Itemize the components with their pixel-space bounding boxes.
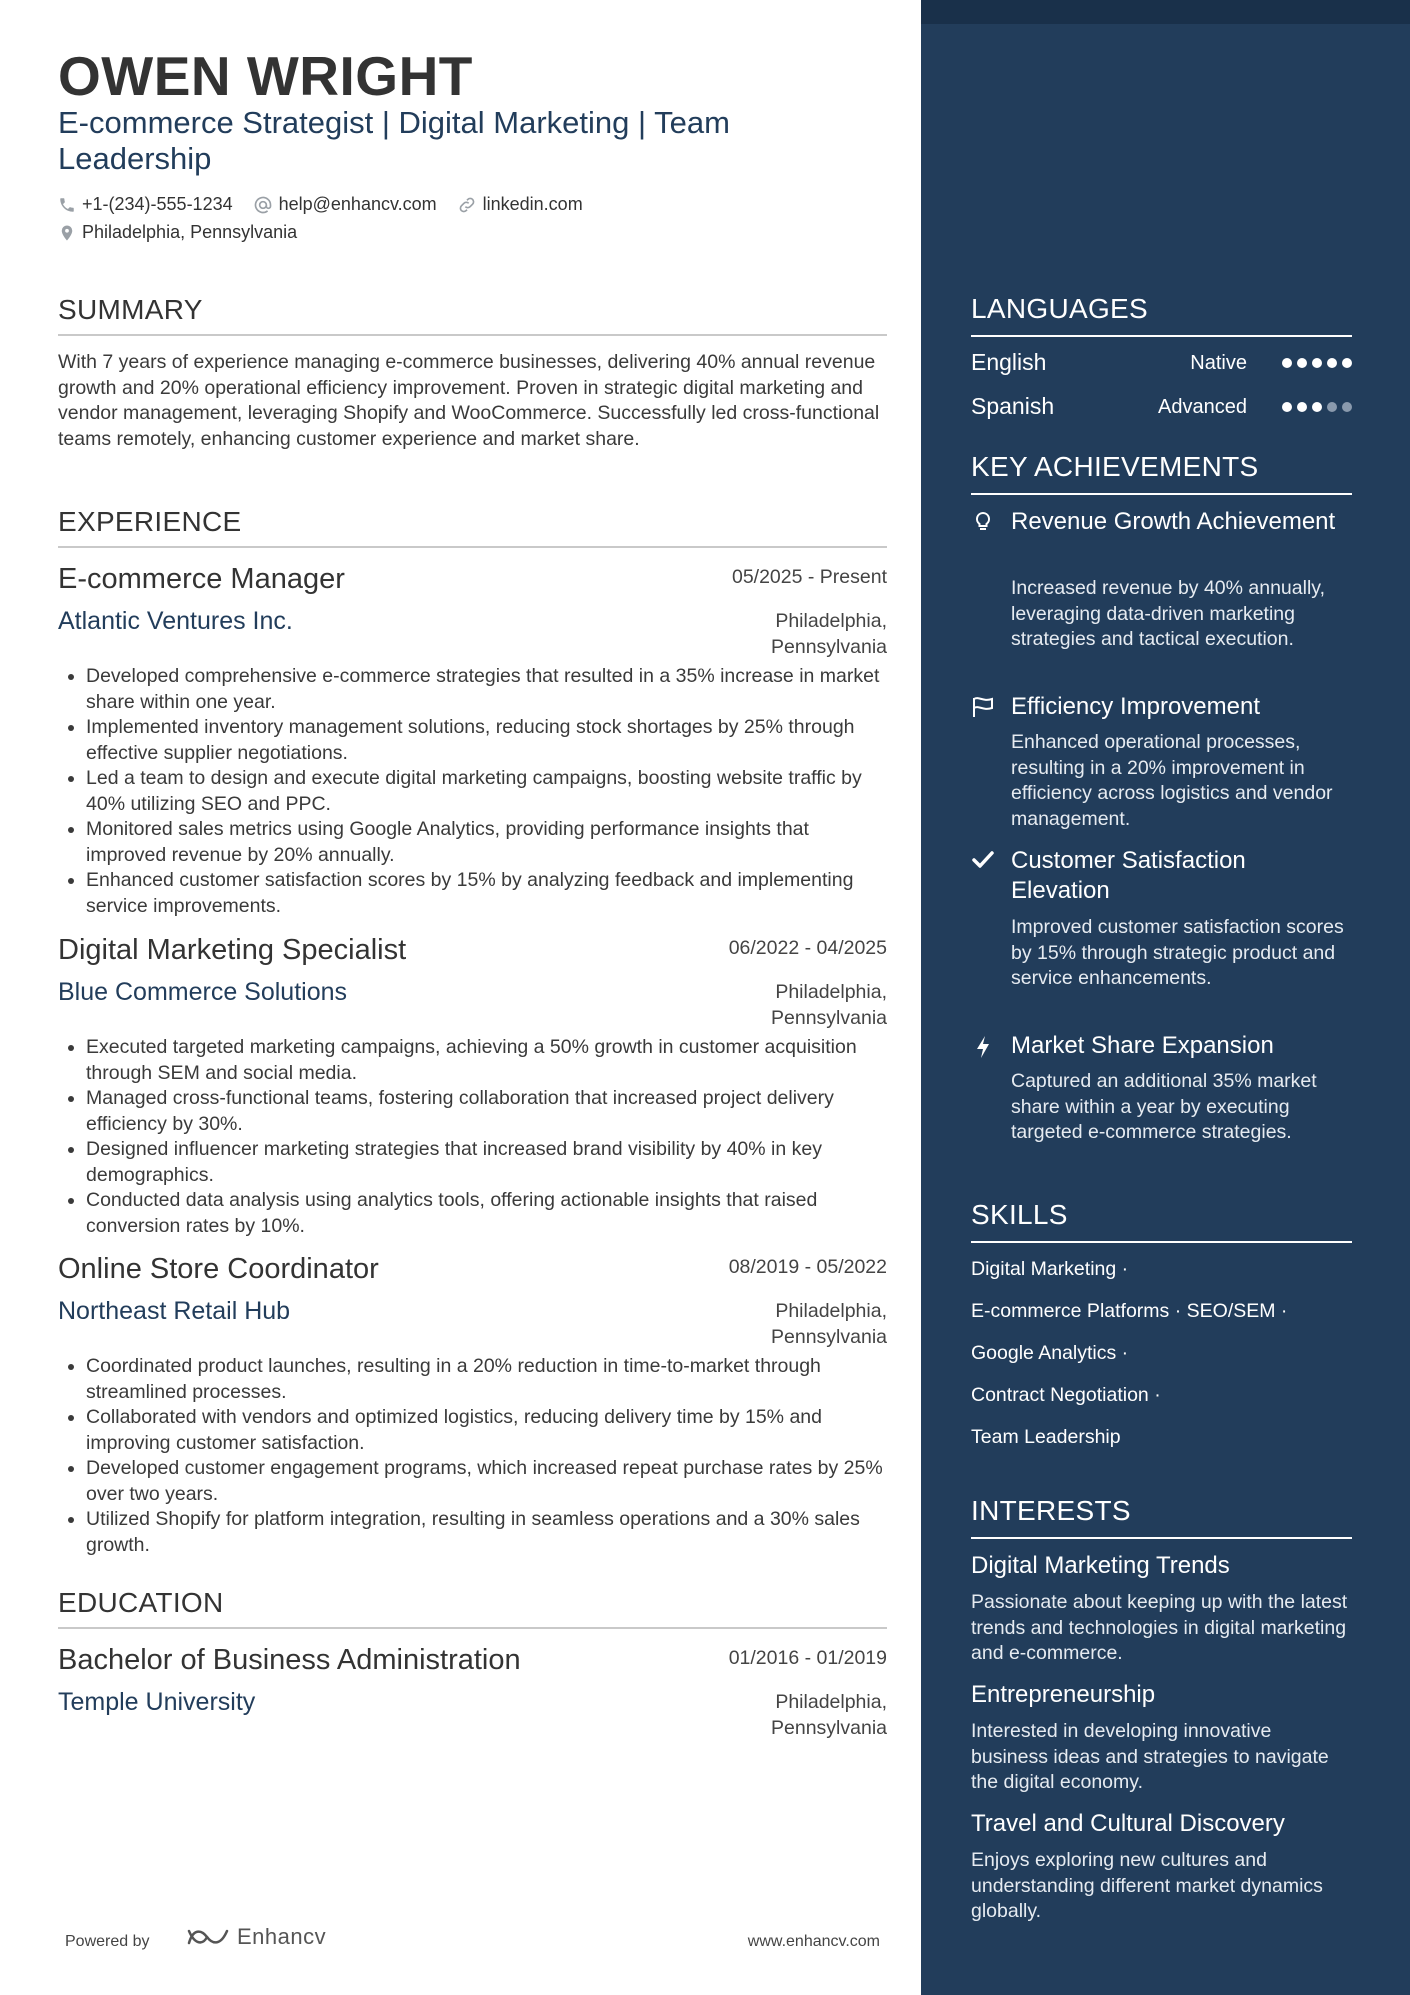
linkedin-text[interactable]: linkedin.com [482,194,583,214]
experience-heading: EXPERIENCE [58,506,887,548]
skill-item: Team Leadership [971,1426,1121,1448]
language-level: Native [1190,352,1247,374]
job-company: Northeast Retail Hub [58,1297,291,1325]
bullet-item: • Led a team to design and execute digital marketing campaigns, boosting website traffic by 40% utilizing SEO and PPC. [86,766,887,817]
enhancv-logo-icon [185,1925,231,1949]
contact-phone [58,194,233,215]
proficiency-dot-filled [1282,358,1292,368]
location-pin-icon [58,223,76,243]
summary-heading: SUMMARY [58,294,887,336]
achievement-desc: Improved customer satisfaction scores by 15% through strategic product and service enhancements. [1011,916,1344,989]
degree-title: Bachelor of Business Administration [58,1644,521,1676]
skill-item: Google Analytics · [971,1342,1129,1364]
interest-desc: Passionate about keeping up with the latest trends and technologies in digital marketing and e-commerce. [971,1591,1348,1664]
job-title: E-commerce Manager [58,563,345,595]
job-company: Atlantic Ventures Inc. [58,607,293,635]
languages-heading: LANGUAGES [971,293,1352,337]
job-dates: 05/2025 - Present [731,566,887,588]
language-name: English [971,349,1047,375]
email-text[interactable]: help@enhancv.com [278,194,437,214]
phone-text[interactable]: +1-(234)-555-1234 [82,194,233,214]
checkmark-icon [971,850,995,874]
language-proficiency-dots [1277,402,1352,412]
bullet-item: • Developed comprehensive e-commerce strategies that resulted in a 35% increase in market share within one year. [86,664,887,715]
bullet-item: • Implemented inventory management solutions, reducing stock shortages by 25% through effective supplier negotiations. [86,715,887,766]
job-dates: 06/2022 - 04/2025 [728,937,887,959]
interest-desc: Interested in developing innovative business ideas and strategies to navigate the digital economy. [971,1720,1329,1793]
sidebar-top-band [921,0,1410,24]
interests-heading: INTERESTS [971,1495,1352,1539]
achievement-title: Revenue Growth Achievement [1011,508,1336,535]
bullet-item: • Utilized Shopify for platform integration, resulting in seamless operations and a 30% sales growth. [86,1507,887,1558]
bullet-item: • Executed targeted marketing campaigns, achieving a 50% growth in customer acquisition through SEM and social media. [86,1035,887,1086]
language-proficiency-dots [1277,358,1352,368]
skills-heading: SKILLS [971,1199,1352,1243]
enhancv-logo-text: Enhancv [237,1924,327,1949]
job-location: Philadelphia, Pennsylvania [771,981,887,1029]
lightbulb-icon [971,511,995,535]
education-location: Philadelphia, Pennsylvania [771,1691,887,1739]
bullet-item: • Designed influencer marketing strategies that increased brand visibility by 40% in key demographics. [86,1137,887,1188]
footer-url[interactable]: www.enhancv.com [747,1933,880,1950]
link-icon [457,195,477,215]
skill-item: Contract Negotiation · [971,1384,1161,1406]
bullet-item: • Conducted data analysis using analytics tools, offering actionable insights that raised conversion rates by 10%. [86,1188,887,1239]
job-location: Philadelphia, Pennsylvania [771,1300,887,1348]
language-level: Advanced [1158,396,1247,418]
language-row [971,349,1352,379]
summary-text: With 7 years of experience managing e-commerce businesses, delivering 40% annual revenue growth and 20% operational efficiency improvement. Proven in strategic digital marketing and vendor management, leveraging Shopify and WooCommerce. Successfully led cross-functional teams remotely, enhancing customer experience and market share. [58,351,880,450]
bullet-item: • Coordinated product launches, resulting in a 20% reduction in time-to-market through streamlined processes. [86,1354,887,1405]
achievements-heading: KEY ACHIEVEMENTS [971,451,1352,495]
job-bullets [58,1354,887,1558]
bullet-item: • Monitored sales metrics using Google Analytics, providing performance insights that improved revenue by 20% annually. [86,817,887,868]
contact-location [58,222,297,243]
flag-icon [971,696,995,720]
candidate-name: OWEN WRIGHT [58,45,473,107]
interest-title: Entrepreneurship [971,1681,1156,1708]
job-title: Online Store Coordinator [58,1253,379,1285]
education-dates: 01/2016 - 01/2019 [728,1647,887,1669]
interest-desc: Enjoys exploring new cultures and understanding different market dynamics globally. [971,1849,1323,1922]
interest-title: Travel and Cultural Discovery [971,1810,1285,1837]
achievement-title: Customer Satisfaction Elevation [1011,847,1246,904]
proficiency-dot-empty [1342,402,1352,412]
bullet-item: • Enhanced customer satisfaction scores by 15% by analyzing feedback and implementing service improvements. [86,868,887,919]
proficiency-dot-filled [1342,358,1352,368]
bullet-item: • Collaborated with vendors and optimized logistics, reducing delivery time by 15% and improving customer satisfaction. [86,1405,887,1456]
proficiency-dot-filled [1297,402,1307,412]
proficiency-dot-filled [1327,358,1337,368]
achievement-title: Efficiency Improvement [1011,693,1260,720]
phone-icon [58,196,76,214]
powered-by-text: Powered by [65,1933,150,1950]
proficiency-dot-filled [1282,402,1292,412]
job-company: Blue Commerce Solutions [58,978,348,1006]
proficiency-dot-empty [1327,402,1337,412]
job-title: Digital Marketing Specialist [58,934,407,966]
skill-item: Digital Marketing · [971,1258,1129,1280]
achievement-desc: Captured an additional 35% market share within a year by executing targeted e-commerce strategies. [1011,1070,1317,1143]
school-name: Temple University [58,1688,256,1716]
skill-item: E-commerce Platforms · SEO/SEM · [971,1300,1288,1322]
language-name: Spanish [971,393,1055,419]
job-location: Philadelphia, Pennsylvania [771,610,887,658]
location-text: Philadelphia, Pennsylvania [82,222,298,242]
contact-email [253,194,437,215]
bullet-item: • Managed cross-functional teams, fostering collaboration that increased project delivery efficiency by 30%. [86,1086,887,1137]
headline: E-commerce Strategist | Digital Marketing | Team Leadership [58,105,730,176]
location-row [58,222,317,243]
proficiency-dot-filled [1312,358,1322,368]
at-icon [253,195,273,215]
sidebar [921,0,1410,1995]
contact-row [58,194,603,215]
enhancv-logo[interactable] [185,1924,326,1950]
job-bullets [58,664,887,919]
proficiency-dot-filled [1297,358,1307,368]
lightning-icon [971,1035,995,1059]
interest-title: Digital Marketing Trends [971,1552,1230,1579]
proficiency-dot-filled [1312,402,1322,412]
achievement-title: Market Share Expansion [1011,1032,1274,1059]
language-row [971,393,1352,423]
bullet-item: • Developed customer engagement programs, which increased repeat purchase rates by 25% over two years. [86,1456,887,1507]
contact-linkedin [457,194,583,215]
education-heading: EDUCATION [58,1587,887,1629]
job-dates: 08/2019 - 05/2022 [728,1256,887,1278]
job-bullets [58,1035,887,1239]
achievement-desc: Enhanced operational processes, resulting in a 20% improvement in efficiency across logistics and vendor management. [1011,731,1333,830]
achievement-desc: Increased revenue by 40% annually, leveraging data-driven marketing strategies and tactical execution. [1011,577,1326,650]
